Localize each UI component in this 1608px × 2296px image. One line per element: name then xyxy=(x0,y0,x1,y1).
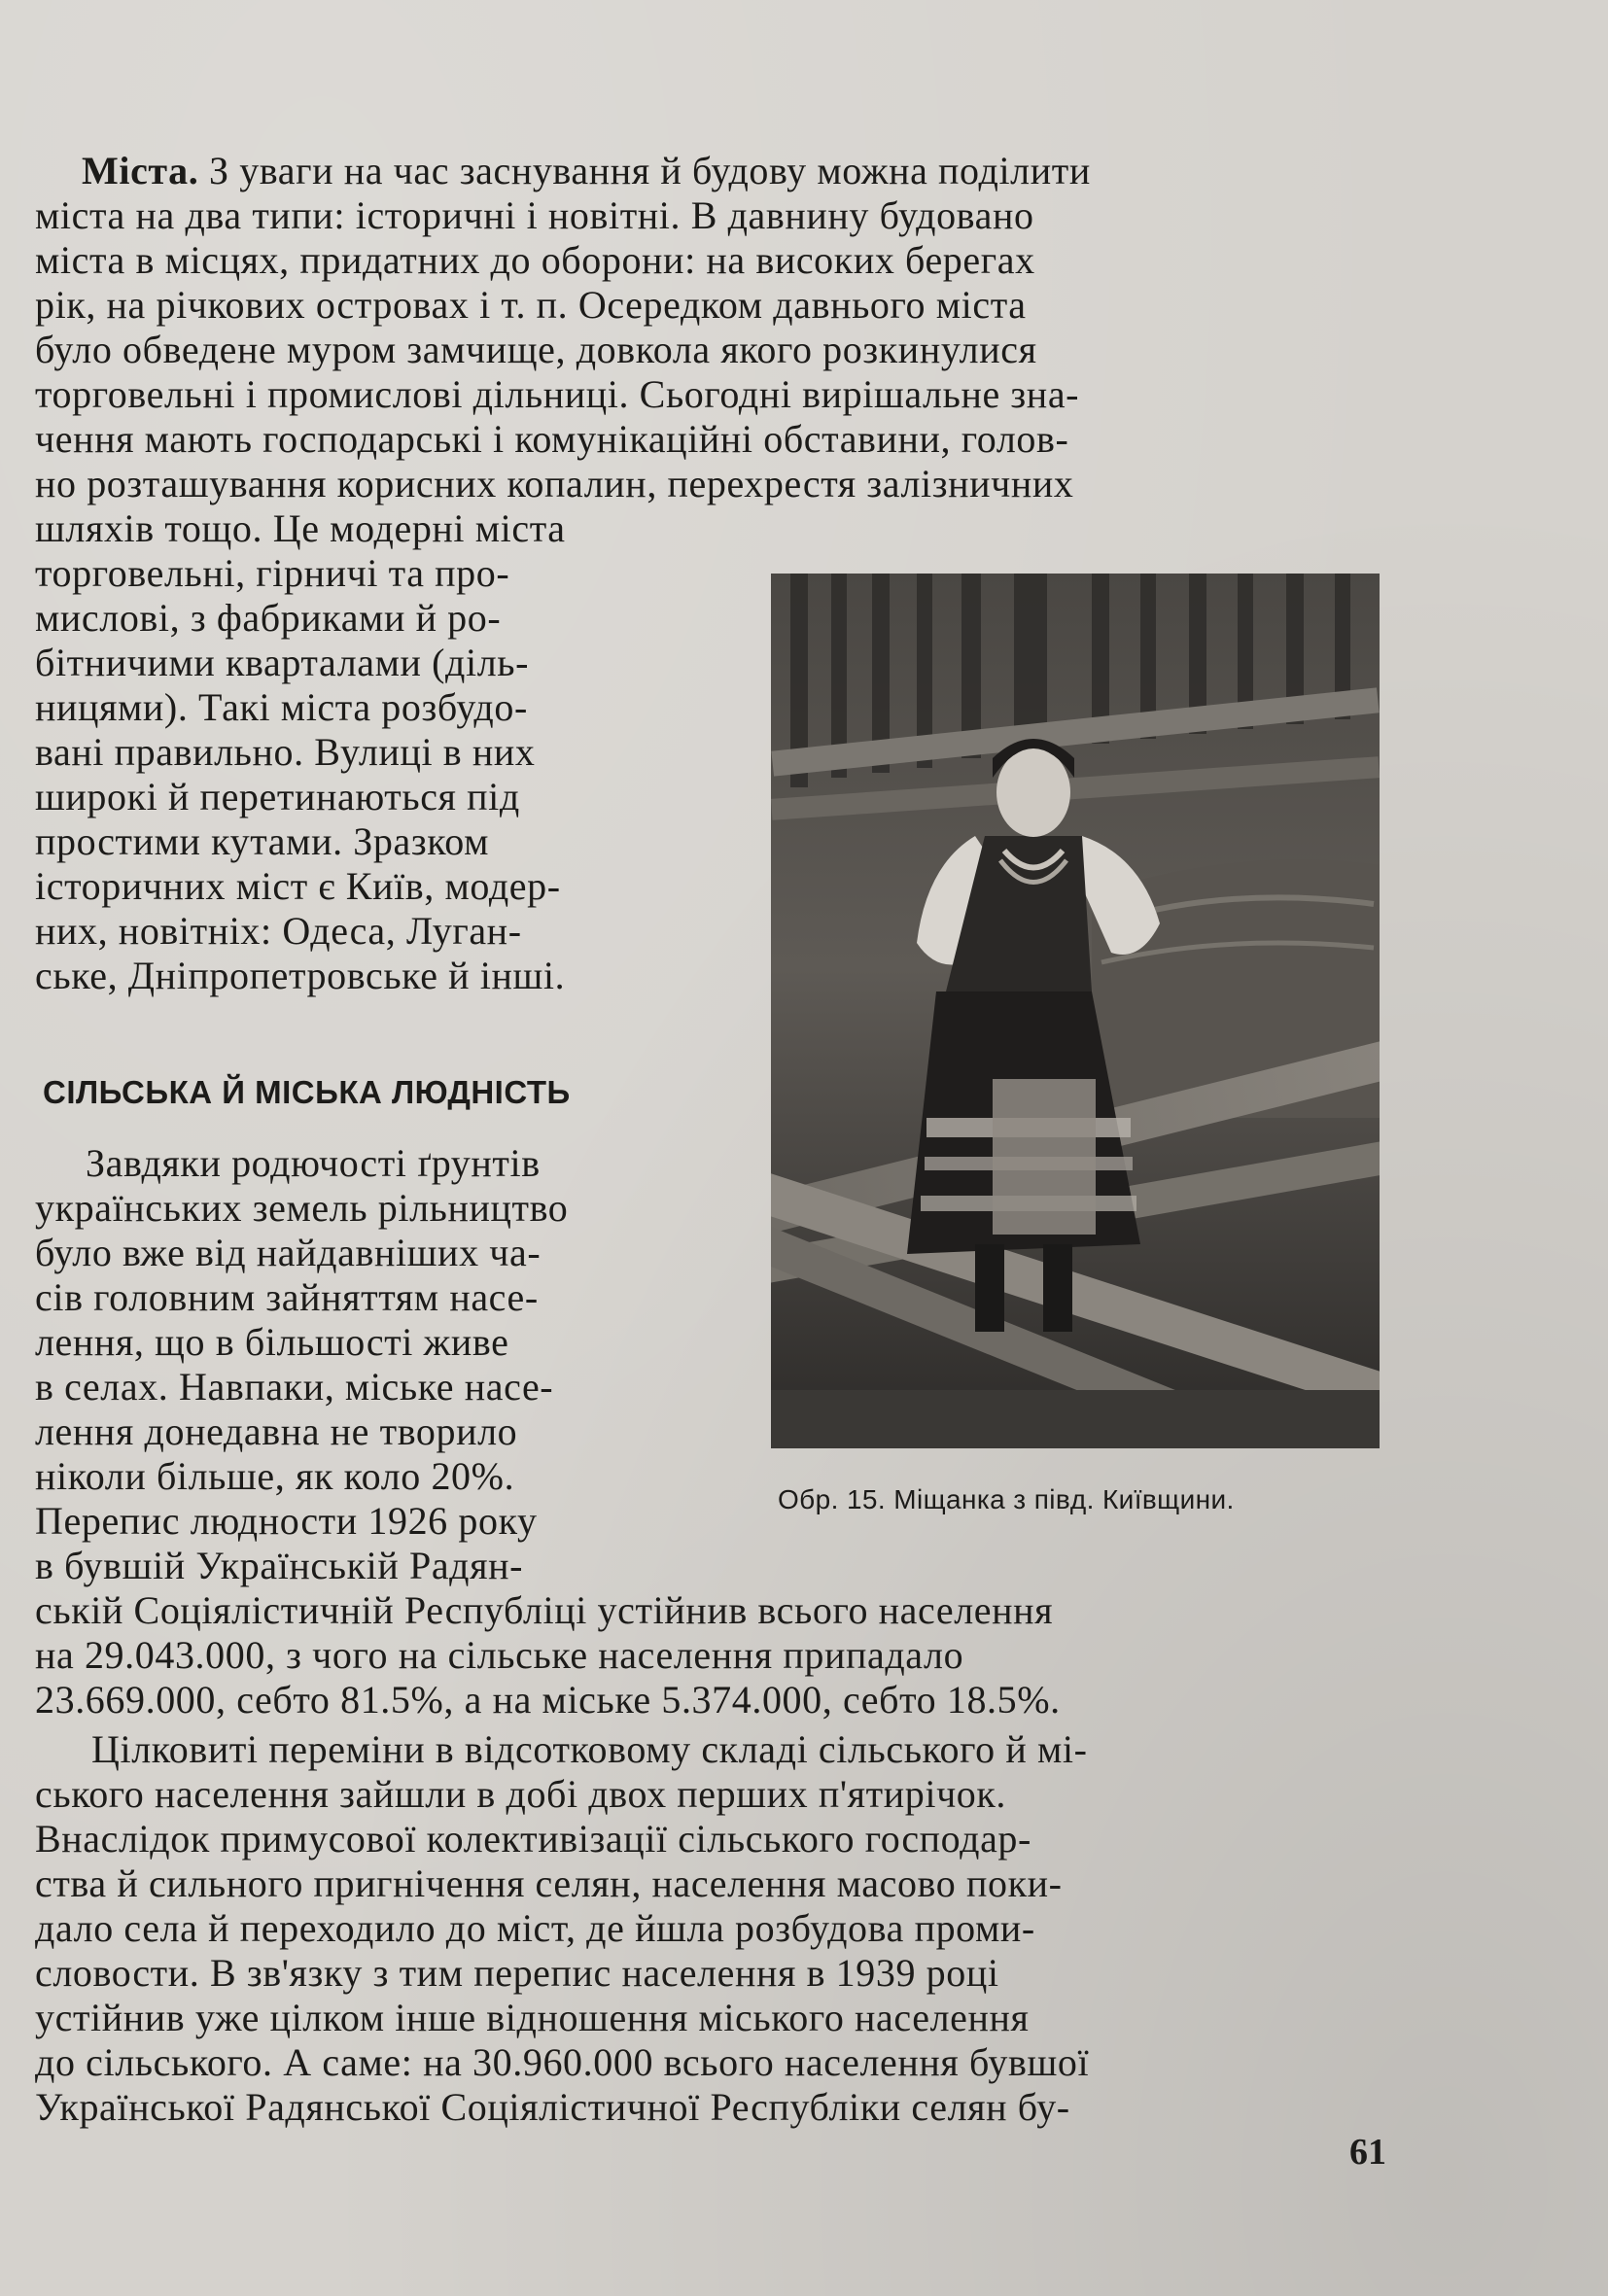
cities-line-3: міста в місцях, придатних до оборони: на високих берегах xyxy=(35,238,1035,282)
cities-line-8: но розташування корисних копалин, перехрестя залізничних xyxy=(35,462,1074,505)
cities-line-19: ське, Дніпропетровське й інші. xyxy=(35,954,566,997)
population-line-19: словости. В зв'язку з тим перепис населення в 1939 році xyxy=(35,1951,999,1995)
population-line-14: Цілковиті переміни в відсотковому складі сільського й мі- xyxy=(91,1727,1088,1771)
cities-line-9: шляхів тощо. Це модерні міста xyxy=(35,506,566,550)
population-line-4: сів головним зайняттям насе- xyxy=(35,1275,539,1319)
cities-run-in-heading: Міста. xyxy=(82,149,199,192)
page-number: 61 xyxy=(1349,2132,1386,2173)
figure-photograph xyxy=(771,574,1380,1448)
population-line-20: устійнив уже цілком інше відношення міського населення xyxy=(35,1996,1030,2039)
photograph-illustration xyxy=(771,574,1380,1448)
cities-line-18: них, новітніх: Одеса, Луган- xyxy=(35,909,522,953)
population-line-16: Внаслідок примусової колективізації сільського господар- xyxy=(35,1817,1031,1861)
population-line-11: ській Соціялістичній Республіці устійнив всього населення xyxy=(35,1588,1054,1632)
population-line-21: до сільського. А саме: на 30.960.000 всього населення бувшої xyxy=(35,2040,1090,2084)
population-heading: СІЛЬСЬКА Й МІСЬКА ЛЮДНІСТЬ xyxy=(43,1074,571,1110)
cities-line-13: ницями). Такі міста розбудо- xyxy=(35,685,528,729)
cities-line-1 xyxy=(82,149,1091,193)
population-line-18: дало села й переходило до міст, де йшла розбудова проми- xyxy=(35,1906,1035,1950)
cities-line-1-text: З уваги на час заснування й будову можна поділити xyxy=(198,149,1091,192)
cities-line-2: міста на два типи: історичні і новітні. В давнину будовано xyxy=(35,193,1034,237)
population-line-5: лення, що в більшості живе xyxy=(35,1320,509,1364)
figure-caption: Обр. 15. Міщанка з півд. Київщини. xyxy=(778,1484,1235,1514)
population-line-13: 23.669.000, себто 81.5%, а на міське 5.374.000, себто 18.5%. xyxy=(35,1678,1061,1722)
cities-line-16: простими кутами. Зразком xyxy=(35,819,490,863)
cities-line-14: вані правильно. Вулиці в них xyxy=(35,730,536,774)
population-line-7: лення донедавна не творило xyxy=(35,1409,518,1453)
cities-line-4: рік, на річкових островах і т. п. Осередком давнього міста xyxy=(35,283,1027,327)
cities-line-5: було обведене муром замчище, довкола якого розкинулися xyxy=(35,328,1037,371)
population-line-9: Перепис людности 1926 року xyxy=(35,1499,538,1543)
cities-line-12: бітничими кварталами (діль- xyxy=(35,641,530,684)
population-line-12: на 29.043.000, з чого на сільське населення припадало xyxy=(35,1633,964,1677)
population-line-3: було вже від найдавніших ча- xyxy=(35,1231,542,1274)
cities-line-11: мислові, з фабриками й ро- xyxy=(35,596,502,640)
population-line-2: українських земель рільництво xyxy=(35,1186,569,1230)
population-line-10: в бувшій Українській Радян- xyxy=(35,1544,524,1587)
population-line-1: Завдяки родючості ґрунтів xyxy=(86,1141,541,1185)
population-line-15: ського населення зайшли в добі двох перших п'ятирічок. xyxy=(35,1772,1007,1816)
population-line-22: Української Радянської Соціялістичної Республіки селян бу- xyxy=(35,2085,1070,2129)
cities-line-15: широкі й перетинаються під xyxy=(35,775,520,818)
cities-line-6: торговельні і промислові дільниці. Сьогодні вирішальне зна- xyxy=(35,372,1080,416)
cities-line-17: історичних міст є Київ, модер- xyxy=(35,864,561,908)
cities-line-7: чення мають господарські і комунікаційні обставини, голов- xyxy=(35,417,1069,461)
cities-line-10: торговельні, гірничі та про- xyxy=(35,551,510,595)
population-line-6: в селах. Навпаки, міське насе- xyxy=(35,1365,554,1409)
population-line-17: ства й сильного пригнічення селян, населення масово поки- xyxy=(35,1861,1063,1905)
population-line-8: ніколи більше, як коло 20%. xyxy=(35,1454,515,1498)
